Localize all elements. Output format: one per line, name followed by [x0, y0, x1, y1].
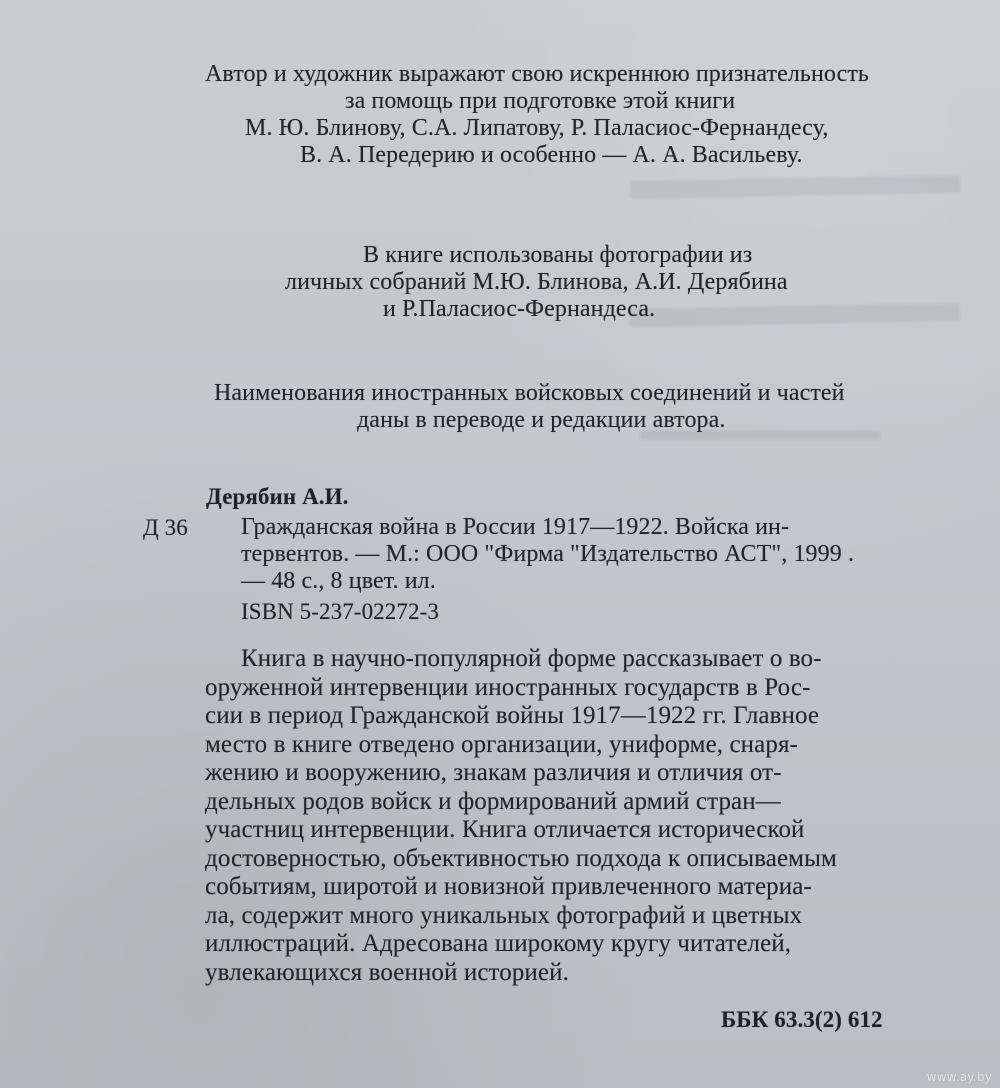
catalog-line: — 48 с., 8 цвет. ил. — [241, 568, 436, 594]
acknowledgement-line: М. Ю. Блинову, С.А. Липатову, Р. Паласиос-Фернандесу, — [245, 115, 829, 141]
catalog-line: Гражданская война в России 1917—1922. Войска ин- — [241, 514, 790, 540]
translation-note-block — [214, 380, 974, 434]
annotation-line: оруженной интервенции иностранных государств в Рос- — [205, 673, 811, 701]
annotation-line: увлекающихся военной историей. — [205, 958, 569, 986]
annotation-line: иллюстраций. Адресована широкому кругу читателей, — [205, 930, 792, 957]
annotation-line: жению и вооружению, знакам различия и отличия от- — [205, 759, 782, 786]
catalog-line: тервентов. — М.: ООО "Фирма "Издательство АСТ", 1999 . — [241, 541, 855, 567]
acknowledgement-line: В. А. Передерию и особенно — А. А. Васильеву. — [300, 142, 803, 168]
catalog-code: Д 36 — [143, 515, 188, 540]
annotation-line: Книга в научно-популярной форме рассказывает о во- — [241, 645, 822, 672]
annotation-line: участниц интервенции. Книга отличается исторической — [205, 816, 805, 843]
annotation-line: дельных родов войск и формирований армий стран— — [205, 787, 781, 815]
bbk-code: ББК 63.3(2) 612 — [721, 1007, 883, 1032]
catalog-entry — [241, 514, 931, 595]
annotation-line: событиям, широтой и новизной привлеченного материа- — [205, 873, 812, 900]
book-annotation — [205, 645, 930, 987]
photo-credits-line: В книге использованы фотографии из — [363, 242, 753, 268]
photo-credits-line: и Р.Паласиос-Фернандеса. — [383, 296, 656, 322]
translation-note-line: Наименования иностранных войсковых соединений и частей — [214, 380, 845, 406]
translation-note-line: даны в переводе и редакции автора. — [357, 407, 726, 433]
site-watermark: www.ay.by — [926, 1070, 992, 1084]
acknowledgement-line: за помощь при подготовке этой книги — [345, 88, 736, 114]
annotation-line: сии в период Гражданской войны 1917—1922 гг. Главное — [205, 702, 820, 729]
photo-credits-line: личных собраний М.Ю. Блинова, А.И. Дерябина — [285, 269, 788, 295]
photo-credits-block — [285, 242, 905, 323]
ghost-text-line — [640, 430, 880, 470]
isbn: ISBN 5-237-02272-3 — [241, 599, 439, 624]
annotation-line: ла, содержит много уникальных фотографий и цветных — [205, 901, 803, 929]
annotation-line: достоверностью, объективностью подхода к описываемым — [205, 844, 837, 872]
acknowledgement-line: Автор и художник выражают свою искреннюю признательность — [205, 61, 869, 87]
annotation-line: место в книге отведено организации, униформе, снаря- — [205, 730, 798, 758]
acknowledgement-block — [205, 61, 965, 169]
catalog-author: Дерябин А.И. — [206, 484, 349, 509]
